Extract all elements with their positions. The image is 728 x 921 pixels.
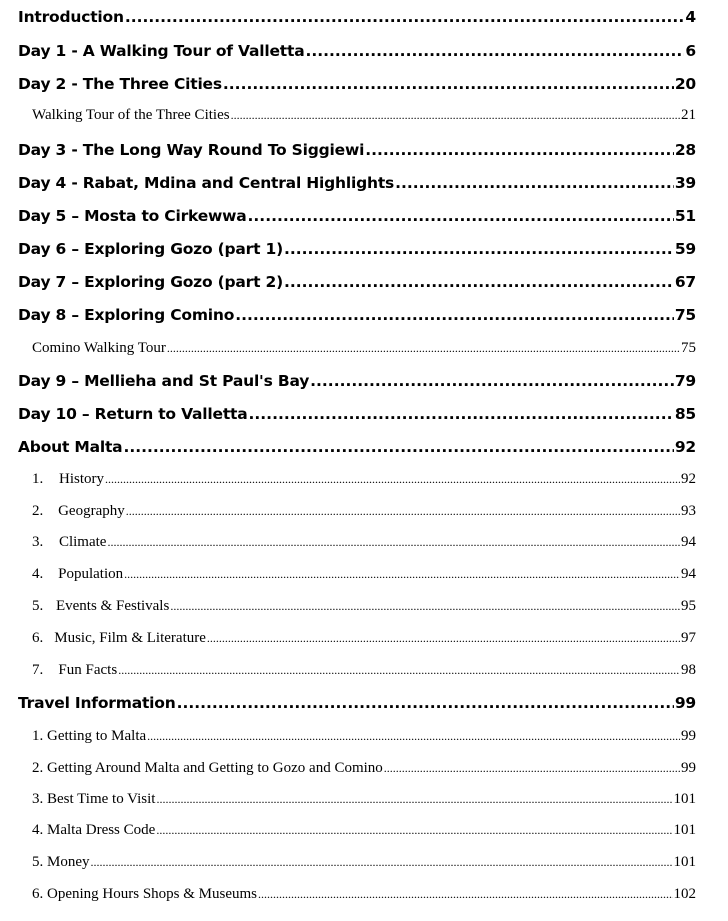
toc-subentry[interactable] [32, 534, 696, 551]
dot-leader [207, 631, 680, 646]
toc-entry[interactable] [18, 438, 696, 456]
toc-entry[interactable] [18, 75, 696, 93]
toc-entry-title: Day 4 - Rabat, Mdina and Central Highlights [18, 174, 395, 192]
toc-page-number: 51 [674, 207, 696, 225]
dot-leader [105, 472, 680, 487]
toc-entry-number: 1. [32, 471, 44, 487]
dot-leader [167, 341, 680, 356]
dot-leader [235, 306, 674, 324]
dot-leader [248, 207, 674, 225]
toc-entry-title: Fun Facts [58, 662, 118, 678]
dot-leader [365, 141, 674, 159]
dot-leader [384, 761, 680, 776]
toc-entry[interactable] [18, 372, 696, 390]
toc-entry-title: Day 9 – Mellieha and St Paul's Bay [18, 372, 310, 390]
toc-page-number: 75 [674, 306, 696, 324]
toc-subentry[interactable] [32, 503, 696, 520]
toc-page-number: 4 [685, 8, 696, 26]
toc-page-number: 21 [681, 107, 696, 123]
toc-entry-title: 6. Opening Hours Shops & Museums [32, 886, 258, 902]
toc-entry-title: History [59, 471, 105, 487]
dot-leader [310, 372, 674, 390]
toc-entry-number: 2. [32, 503, 44, 519]
toc-entry-title: Travel Information [18, 694, 176, 712]
toc-page-number: 92 [674, 438, 696, 456]
toc-page-number: 94 [681, 566, 696, 582]
dot-leader [123, 438, 673, 456]
dot-leader [156, 823, 672, 838]
toc-subentry[interactable] [32, 662, 696, 679]
dot-leader [91, 855, 673, 870]
toc-page-number: 101 [673, 791, 696, 807]
toc-page-number: 98 [681, 662, 696, 678]
toc-entry-title: 5. Money [32, 854, 90, 870]
toc-subentry[interactable] [32, 566, 696, 583]
toc-entry-title: Introduction [18, 8, 124, 26]
dot-leader [156, 792, 672, 807]
toc-entry-title: Day 1 - A Walking Tour of Valletta [18, 42, 305, 60]
toc-entry-title: Climate [58, 534, 107, 550]
toc-subentry[interactable] [32, 340, 696, 357]
toc-subentry[interactable] [32, 107, 696, 124]
toc-entry-title: Comino Walking Tour [32, 340, 166, 356]
dot-leader [258, 887, 672, 902]
dot-leader [395, 174, 674, 192]
toc-page-number: 92 [681, 471, 696, 487]
toc-entry[interactable] [18, 306, 696, 324]
dot-leader [177, 694, 674, 712]
dot-leader [231, 108, 680, 123]
toc-entry-title: About Malta [18, 438, 123, 456]
toc-entry-title: Day 3 - The Long Way Round To Siggiewi [18, 141, 365, 159]
toc-entry-title: Day 6 – Exploring Gozo (part 1) [18, 240, 283, 258]
toc-subentry[interactable] [32, 630, 696, 647]
toc-entry-number: 3. [32, 534, 44, 550]
toc-entry-number: 7. [32, 662, 44, 678]
toc-entry-title: Geography [58, 503, 125, 519]
toc-entry[interactable] [18, 240, 696, 258]
toc-entry-number: 6. [32, 630, 44, 646]
toc-entry-title: 4. Malta Dress Code [32, 822, 156, 838]
toc-page-number: 94 [681, 534, 696, 550]
dot-leader [223, 75, 674, 93]
toc-subentry[interactable] [32, 854, 696, 871]
toc-entry-title: 1. Getting to Malta [32, 728, 147, 744]
toc-entry-title: Day 8 – Exploring Comino [18, 306, 235, 324]
toc-entry-title: Day 2 - The Three Cities [18, 75, 222, 93]
dot-leader [107, 535, 680, 550]
toc-entry-title: Day 7 – Exploring Gozo (part 2) [18, 273, 283, 291]
toc-page-number: 59 [674, 240, 696, 258]
toc-entry-title: Events & Festivals [55, 598, 170, 614]
toc-subentry[interactable] [32, 728, 696, 745]
dot-leader [118, 663, 680, 678]
toc-page-number: 101 [673, 854, 696, 870]
toc-page-number: 28 [674, 141, 696, 159]
toc-entry[interactable] [18, 207, 696, 225]
toc-page-number: 101 [673, 822, 696, 838]
dot-leader [170, 599, 680, 614]
toc-page-number: 93 [681, 503, 696, 519]
toc-entry-title: 3. Best Time to Visit [32, 791, 156, 807]
toc-entry-title: Population [58, 566, 124, 582]
dot-leader [124, 567, 680, 582]
toc-entry[interactable] [18, 405, 696, 423]
toc-entry[interactable] [18, 694, 696, 712]
toc-page-number: 20 [674, 75, 696, 93]
toc-entry-title: Day 5 – Mosta to Cirkewwa [18, 207, 247, 225]
toc-page-number: 6 [685, 42, 696, 60]
toc-page-number: 95 [681, 598, 696, 614]
toc-entry-number: 5. [32, 598, 44, 614]
toc-page-number: 102 [673, 886, 696, 902]
toc-subentry[interactable] [32, 598, 696, 615]
dot-leader [284, 273, 674, 291]
toc-subentry[interactable] [32, 886, 696, 903]
toc-entry[interactable] [18, 273, 696, 291]
toc-page-number: 79 [674, 372, 696, 390]
toc-page-number: 97 [681, 630, 696, 646]
toc-entry[interactable] [18, 42, 696, 60]
toc-page-number: 99 [674, 694, 696, 712]
toc-page-number: 99 [681, 760, 696, 776]
dot-leader [125, 8, 685, 26]
dot-leader [126, 504, 680, 519]
toc-subentry[interactable] [32, 822, 696, 839]
toc-page-number: 99 [681, 728, 696, 744]
toc-subentry[interactable] [32, 760, 696, 777]
toc-subentry[interactable] [32, 791, 696, 808]
toc-entry-number: 4. [32, 566, 44, 582]
toc-page-number: 67 [674, 273, 696, 291]
toc-page-number: 85 [674, 405, 696, 423]
toc-entry[interactable] [18, 141, 696, 159]
toc-subentry[interactable] [32, 471, 696, 488]
dot-leader [249, 405, 674, 423]
dot-leader [147, 729, 680, 744]
toc-page-number: 75 [681, 340, 696, 356]
toc-entry-title: 2. Getting Around Malta and Getting to Gozo and Comino [32, 760, 383, 776]
toc-page-number: 39 [674, 174, 696, 192]
toc-entry-title: Day 10 – Return to Valletta [18, 405, 248, 423]
toc-entry-title: Music, Film & Literature [54, 630, 206, 646]
toc-entry[interactable] [18, 174, 696, 192]
toc-entry-title: Walking Tour of the Three Cities [32, 107, 230, 123]
dot-leader [305, 42, 684, 60]
toc-entry[interactable] [18, 8, 696, 26]
dot-leader [284, 240, 674, 258]
